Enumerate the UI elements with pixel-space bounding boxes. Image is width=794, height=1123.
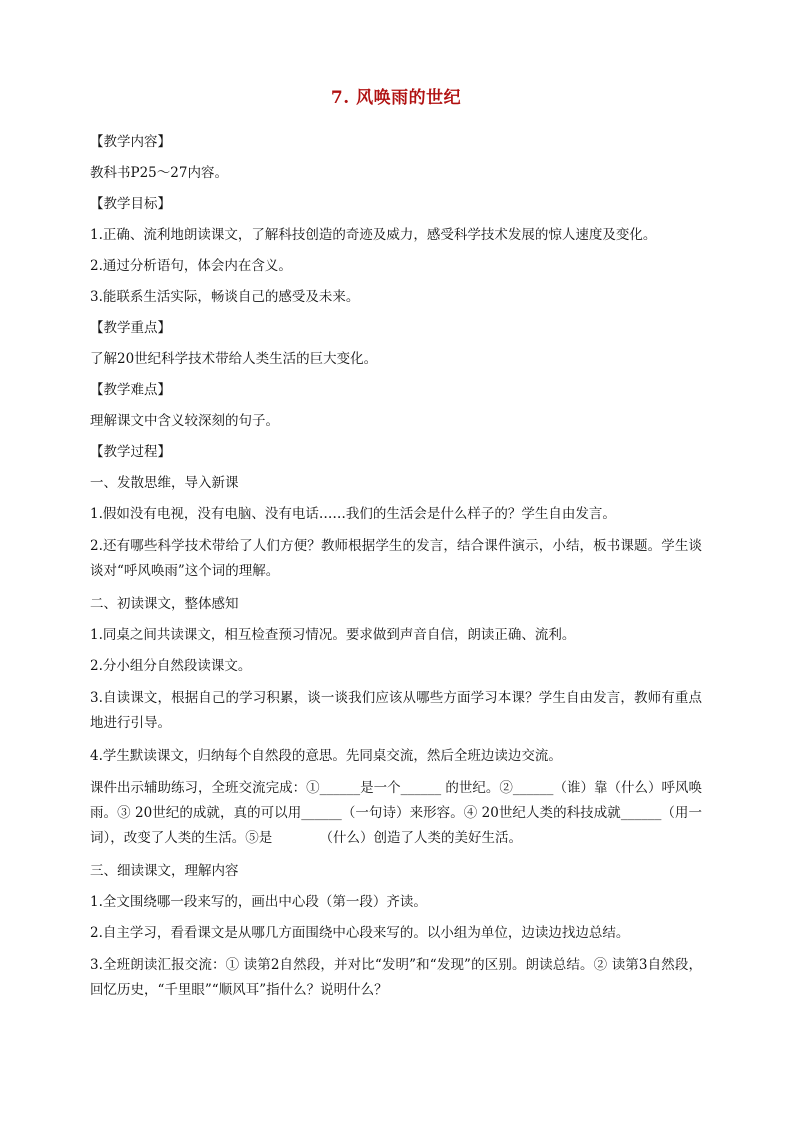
section-heading-key-points: 【教学重点】	[90, 320, 171, 336]
subsection-heading: 一、发散思维，导入新课	[90, 475, 239, 491]
paragraph: 3.自读课文，根据自己的学习积累，谈一谈我们应该从哪些方面学习本课？学生自由发言，教师有重点地进行引导。	[90, 690, 702, 731]
exercise-paragraph: 课件出示辅助练习，全班交流完成：①______是一个______ 的世纪。②______（谁）靠（什么）呼风唤雨。③ 20世纪的成就，真的可以用______（一句诗）来形容。④ 20世纪人类的科技成就______（用一词），改变了人类的生活。⑤是 （什么）创造了人类的美好生活。	[90, 780, 702, 846]
paragraph: 理解课文中含义较深刻的句子。	[90, 413, 279, 429]
section-heading-objectives: 【教学目标】	[90, 196, 171, 212]
paragraph: 1.同桌之间共读课文，相互检查预习情况。要求做到声音自信，朗读正确、流利。	[90, 627, 576, 643]
paragraph: 了解20世纪科学技术带给人类生活的巨大变化。	[90, 351, 378, 367]
paragraph: 2.通过分析语句，体会内在含义。	[90, 258, 292, 274]
paragraph: 1.正确、流利地朗读课文，了解科技创造的奇迹及威力，感受科学技术发展的惊人速度及变化。	[90, 227, 657, 243]
page-title: 7. 风唤雨的世纪	[330, 88, 462, 108]
paragraph: 1.全文围绕哪一段来写的，画出中心段（第一段）齐读。	[90, 894, 427, 910]
paragraph: 3.能联系生活实际，畅谈自己的感受及未来。	[90, 289, 360, 305]
paragraph: 2.还有哪些科学技术带给了人们方便？教师根据学生的发言，结合课件演示，小结，板书课题。学生谈谈对“呼风唤雨”这个词的理解。	[90, 538, 702, 579]
subsection-heading: 二、初读课文，整体感知	[90, 596, 239, 612]
paragraph: 4.学生默读课文，归纳每个自然段的意思。先同桌交流，然后全班边读边交流。	[90, 748, 562, 764]
paragraph: 2.分小组分自然段读课文。	[90, 658, 252, 674]
section-heading-process: 【教学过程】	[90, 444, 171, 460]
section-heading-content: 【教学内容】	[90, 134, 171, 150]
paragraph: 1.假如没有电视，没有电脑、没有电话……我们的生活会是什么样子的？学生自由发言。	[90, 506, 616, 522]
section-heading-difficulties: 【教学难点】	[90, 382, 171, 398]
paragraph: 教科书P25～27内容。	[90, 165, 228, 181]
document-page	[90, 84, 702, 1012]
paragraph: 2.自主学习，看看课文是从哪几方面围绕中心段来写的。以小组为单位，边读边找边总结。	[90, 925, 630, 941]
subsection-heading: 三、细读课文，理解内容	[90, 863, 239, 879]
paragraph: 3.全班朗读汇报交流：① 读第2自然段，并对比“发明”和“发现”的区别。朗读总结。② 读第3自然段，回忆历史，“千里眼”“顺风耳”指什么？说明什么？	[90, 957, 702, 998]
